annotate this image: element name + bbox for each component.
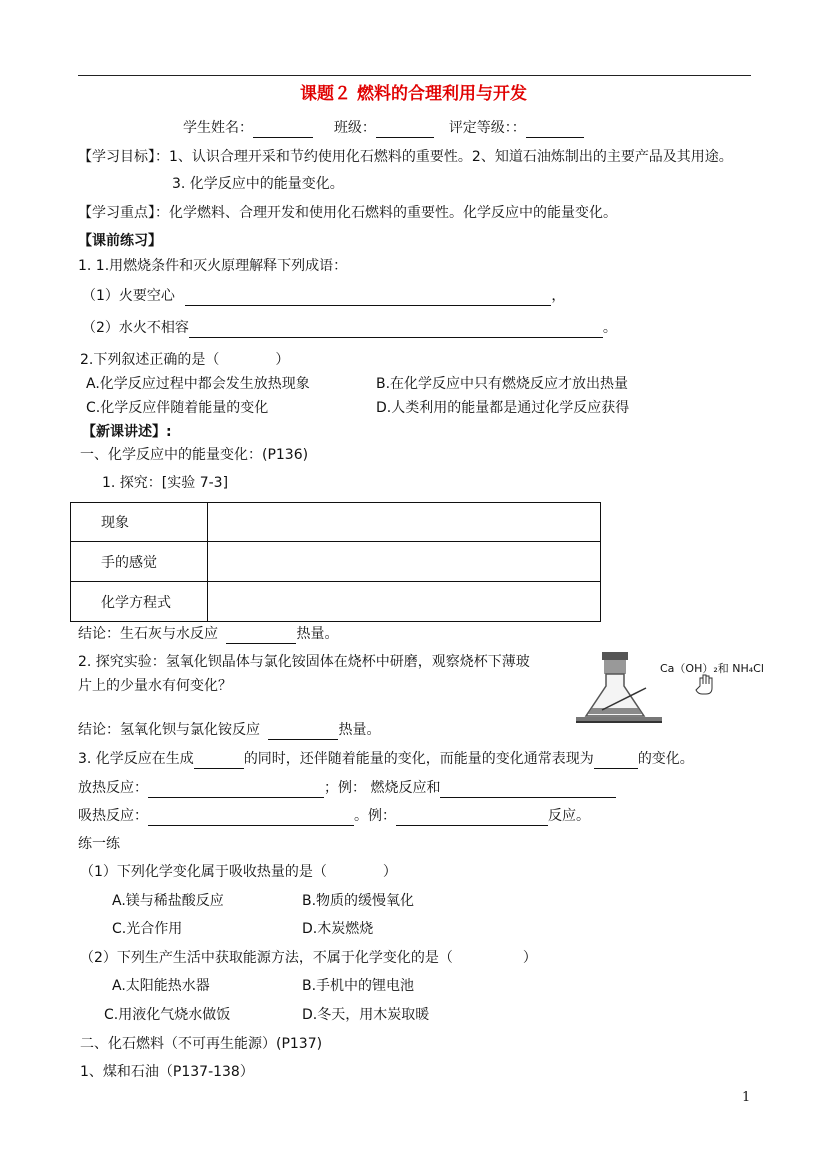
preclass-q1: 1. 1.用燃烧条件和灭火原理解释下列成语： bbox=[78, 258, 348, 274]
q1b-blank[interactable] bbox=[189, 321, 603, 338]
class-label: 班级： bbox=[333, 120, 376, 136]
item3: 3. 化学反应在生成 的同时，还伴随着能量的变化，而能量的变化通常表现为 的变化。 bbox=[78, 751, 694, 767]
student-info bbox=[183, 118, 584, 138]
conclusion2-blank[interactable] bbox=[268, 723, 338, 740]
section2-title: 二、化石燃料（不可再生能源）(P137) bbox=[80, 1036, 323, 1052]
pq1-option-c: C.光合作用 bbox=[112, 921, 183, 937]
pq2-option-d: D.冬天，用木炭取暖 bbox=[302, 1007, 430, 1023]
section1-title: 一、化学反应中的能量变化：(P136) bbox=[80, 447, 309, 463]
goals-line2: 3. 化学反应中的能量变化。 bbox=[172, 176, 344, 192]
goals-label: 【学习目标】： bbox=[78, 149, 169, 165]
pq1-option-a: A.镁与稀盐酸反应 bbox=[112, 893, 224, 909]
q2-option-d: D.人类利用的能量都是通过化学反应获得 bbox=[376, 400, 630, 416]
row-label-hand-feel: 手的感觉 bbox=[71, 542, 208, 582]
q2-option-c: C.化学反应伴随着能量的变化 bbox=[86, 400, 269, 416]
class-blank[interactable] bbox=[376, 121, 434, 138]
pq1-option-d: D.木炭燃烧 bbox=[302, 921, 374, 937]
preclass-header: 【课前练习】 bbox=[78, 233, 162, 249]
row-label-equation: 化学方程式 bbox=[71, 582, 208, 622]
endo-blank1[interactable] bbox=[148, 809, 354, 826]
q1a-blank[interactable] bbox=[185, 289, 551, 306]
focus-text: 化学燃料、合理开发和使用化石燃料的重要性。化学反应中的能量变化。 bbox=[169, 205, 617, 221]
learning-focus bbox=[78, 203, 617, 223]
preclass-q2: 2.下列叙述正确的是（ ） bbox=[80, 352, 290, 368]
answer-cell[interactable] bbox=[208, 582, 601, 622]
pq2-option-c: C.用液化气烧水做饭 bbox=[104, 1007, 231, 1023]
q2-option-a: A.化学反应过程中都会发生放热现象 bbox=[86, 376, 310, 392]
item3-blank1[interactable] bbox=[194, 752, 244, 769]
section2-sub1: 1、煤和石油（P137-138） bbox=[80, 1064, 254, 1080]
preclass-q1b: （2）水火不相容 。 bbox=[82, 320, 617, 336]
conclusion1-blank[interactable] bbox=[226, 627, 296, 644]
goals-line1: 1、认识合理开采和节约使用化石燃料的重要性。2、知道石油炼制出的主要产品及其用途。 bbox=[169, 149, 733, 165]
explore2-line1: 2. 探究实验：氢氧化钡晶体与氯化铵固体在烧杯中研磨，观察烧杯下薄玻 bbox=[78, 654, 530, 670]
conclusion1: 结论：生石灰与水反应 热量。 bbox=[78, 626, 339, 642]
exo-blank1[interactable] bbox=[148, 781, 324, 798]
flask-icon bbox=[572, 648, 754, 728]
row-label-phenomenon: 现象 bbox=[71, 503, 208, 542]
name-label: 学生姓名： bbox=[183, 120, 253, 136]
conclusion2: 结论：氢氧化钡与氯化铵反应 热量。 bbox=[78, 722, 381, 738]
grade-label: 评定等级：： bbox=[448, 120, 526, 136]
endothermic-line: 吸热反应： 。例： 反应。 bbox=[78, 808, 590, 824]
grade-blank[interactable] bbox=[526, 121, 584, 138]
practice-header: 练一练 bbox=[78, 836, 120, 852]
focus-label: 【学习重点】： bbox=[78, 205, 169, 221]
pq2-option-b: B.手机中的锂电池 bbox=[302, 978, 415, 994]
page-number: 1 bbox=[742, 1090, 751, 1105]
top-rule bbox=[78, 75, 751, 76]
endo-blank2[interactable] bbox=[396, 809, 548, 826]
exothermic-line: 放热反应： ；例： 燃烧反应和 bbox=[78, 778, 616, 798]
item3-blank2[interactable] bbox=[594, 752, 638, 769]
q2-option-b: B.在化学反应中只有燃烧反应才放出热量 bbox=[376, 376, 629, 392]
explore1-title: 1. 探究：[实验 7-3] bbox=[102, 475, 229, 491]
page-title: 课题２ 燃料的合理利用与开发 bbox=[300, 84, 527, 104]
flask-figure bbox=[572, 648, 764, 728]
pq2-option-a: A.太阳能热水器 bbox=[112, 978, 210, 994]
table-row bbox=[71, 582, 601, 622]
newlesson-header: 【新课讲述】: bbox=[82, 424, 172, 440]
answer-cell[interactable] bbox=[208, 542, 601, 582]
observation-table bbox=[70, 502, 601, 622]
figure-label: Ca（OH）₂和 NH₄Cl bbox=[660, 662, 764, 675]
name-blank[interactable] bbox=[253, 121, 313, 138]
table-row bbox=[71, 503, 601, 542]
practice-q1: （1）下列化学变化属于吸收热量的是（ ） bbox=[80, 864, 397, 880]
answer-cell[interactable] bbox=[208, 503, 601, 542]
learning-goals bbox=[78, 147, 733, 167]
table-row bbox=[71, 542, 601, 582]
pq1-option-b: B.物质的缓慢氧化 bbox=[302, 893, 415, 909]
practice-q2: （2）下列生产生活中获取能源方法，不属于化学变化的是（ ） bbox=[80, 950, 537, 966]
preclass-q1a: （1）火要空心 ， bbox=[82, 288, 566, 304]
explore2-line2: 片上的少量水有何变化？ bbox=[78, 678, 232, 694]
exo-blank2[interactable] bbox=[440, 781, 616, 798]
